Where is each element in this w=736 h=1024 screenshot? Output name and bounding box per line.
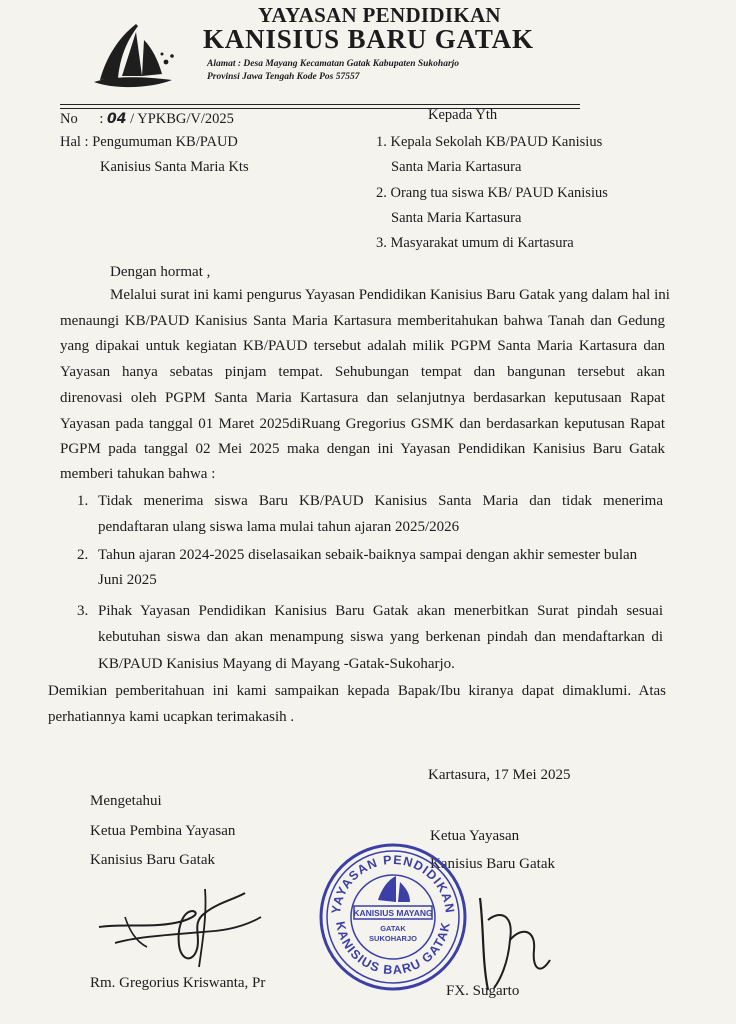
left-signatory-name: Rm. Gregorius Kriswanta, Pr <box>90 975 266 991</box>
right-signatory-name: FX. Sugarto <box>446 983 520 999</box>
paragraph-line: direnovasi oleh PGPM Santa Maria Kartasura dan selanjutnya berdasarkan keputusaan Rapat <box>60 390 665 406</box>
letterhead-divider <box>60 104 580 105</box>
place-date: Kartasura, 17 Mei 2025 <box>428 767 571 783</box>
paragraph-line: Yayasan hanya sebatas pinjam tempat. Sehubungan tempat dan bangunan tersebut akan <box>60 364 665 380</box>
stamp-center-1: GATAK <box>380 924 406 933</box>
right-signature <box>470 880 555 1000</box>
subject-line-2: Kanisius Santa Maria Kts <box>100 159 249 175</box>
letter-number <box>60 111 234 128</box>
closing-line-2: perhatiannya kami ucapkan terimakasih . <box>48 709 295 725</box>
left-sign-title: Ketua Pembina Yayasan <box>90 823 236 839</box>
paragraph-line: menaungi KB/PAUD Kanisius Santa Maria Kartasura memberitahukan bahwa Tanah dan Gedung <box>60 313 665 329</box>
paragraph-line: Yayasan pada tanggal 01 Maret 2025diRuang Gregorius GSMK dan berdasarkan keputusan Rapat <box>60 416 665 432</box>
recipient-2: 2. Orang tua siswa KB/ PAUD Kanisius <box>376 185 608 201</box>
point-text: Tahun ajaran 2024-2025 diselasaikan sebaik-baiknya sampai dengan akhir semester bulan <box>98 547 638 563</box>
point-text: Tidak menerima siswa Baru KB/PAUD Kanisius Santa Maria dan tidak menerima <box>98 493 663 509</box>
recipient-1-cont: Santa Maria Kartasura <box>391 159 522 175</box>
left-sign-org: Kanisius Baru Gatak <box>90 852 215 868</box>
subject-line: Hal : Pengumuman KB/PAUD <box>60 134 238 150</box>
letterhead-foundation-type: YAYASAN PENDIDIKAN <box>258 3 501 27</box>
recipient-3: 3. Masyarakat umum di Kartasura <box>376 235 574 251</box>
recipient-2-cont: Santa Maria Kartasura <box>391 210 522 226</box>
left-sign-line1: Mengetahui <box>90 793 162 809</box>
closing-line: Demikian pemberitahuan ini kami sampaikan kepada Bapak/Ibu kiranya dapat dimaklumi. Atas <box>48 683 666 699</box>
foundation-logo <box>92 18 182 100</box>
letterhead-divider-thin <box>60 108 580 109</box>
official-stamp <box>318 842 468 992</box>
paragraph-line: yang dipakai untuk kegiatan KB/PAUD tersebut adalah milik PGPM Santa Maria Kartasura dan <box>60 338 665 354</box>
point-number: 3. <box>77 603 89 619</box>
stamp-bottom-text: KANISIUS BARU GATAK <box>333 920 453 978</box>
point-text-cont: KB/PAUD Kanisius Mayang di Mayang -Gatak-Sukoharjo. <box>98 656 455 672</box>
point-text-cont: Juni 2025 <box>98 572 157 588</box>
paragraph-line: PGPM pada tanggal 02 Mei 2025 maka dengan ini Yayasan Pendidikan Kanisius Baru Gatak <box>60 441 665 457</box>
right-sign-title: Ketua Yayasan <box>430 828 520 844</box>
point-number: 2. <box>77 547 89 563</box>
number-handwritten: 04 <box>107 111 127 127</box>
paragraph-line: Melalui surat ini kami pengurus Yayasan Pendidikan Kanisius Baru Gatak yang dalam hal ini <box>110 287 670 303</box>
number-separator: : <box>99 111 104 127</box>
stamp-center-2: SUKOHARJO <box>369 934 417 943</box>
right-sign-org: Kanisius Baru Gatak <box>430 856 555 872</box>
recipient-heading: Kepada Yth <box>428 107 498 123</box>
paragraph-line: memberi tahukan bahwa : <box>60 466 216 482</box>
greeting: Dengan hormat , <box>110 264 211 280</box>
number-code: / YPKBG/V/2025 <box>130 111 234 127</box>
letterhead-foundation-name: KANISIUS BARU GATAK <box>203 24 534 54</box>
point-text: Pihak Yayasan Pendidikan Kanisius Baru Gatak akan menerbitkan Surat pindah sesuai <box>98 603 663 619</box>
letterhead-province: Provinsi Jawa Tengah Kode Pos 57557 <box>207 72 360 82</box>
point-number: 1. <box>77 493 89 509</box>
point-text-cont: kebutuhan siswa dan akan menampung siswa yang berkenan pindah dan mendaftarkan di <box>98 629 663 645</box>
point-text-cont: pendaftaran ulang siswa lama mulai tahun ajaran 2025/2026 <box>98 519 460 535</box>
left-signature <box>95 883 265 968</box>
letterhead-address: Alamat : Desa Mayang Kecamatan Gatak Kabupaten Sukoharjo <box>207 59 460 69</box>
stamp-top-text: YAYASAN PENDIDIKAN <box>328 852 458 915</box>
number-label: No <box>60 111 78 127</box>
recipient-1: 1. Kepala Sekolah KB/PAUD Kanisius <box>376 134 603 150</box>
stamp-banner: KANISIUS MAYANG <box>353 908 433 918</box>
